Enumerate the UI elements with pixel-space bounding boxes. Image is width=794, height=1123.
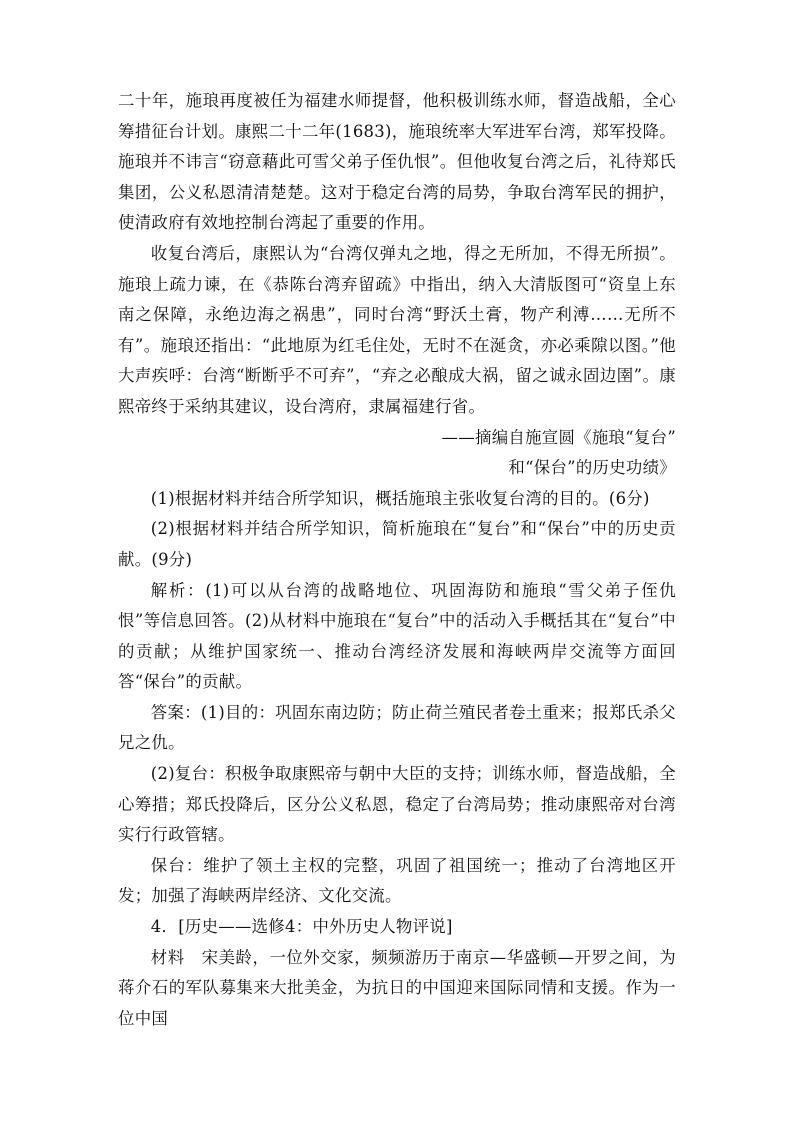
answer-paragraph-2: (2)复台：积极争取康熙帝与朝中大臣的支持；训练水师，督造战船，全心筹措；郑氏投降后，区分公义私恩，稳定了台湾局势；推动康熙帝对台湾实行行政管辖。 bbox=[118, 764, 676, 845]
material-paragraph-3: 材料 宋美龄，一位外交家，频频游历于南京—华盛顿—开罗之间，为蒋介石的军队募集来大批美金，为抗日的中国迎来国际同情和支援。作为一位中国 bbox=[118, 947, 676, 1028]
source-citation-line-1: ——摘编自施宣圆《施琅“复台” bbox=[441, 427, 676, 447]
question-2: (2)根据材料并结合所学知识，简析施琅在“复台”和“保台”中的历史贡献。(9分) bbox=[118, 519, 676, 569]
document-body bbox=[118, 86, 676, 1034]
question-heading: 4．[历史——选修4：中外历史人物评说] bbox=[150, 917, 453, 937]
analysis-paragraph: 解析：(1)可以从台湾的战略地位、巩固海防和施琅“雪父弟子侄仇恨”等信息回答。(2)从材料中施琅在“复台”中的活动入手概括其在“复台”中的贡献；从维护国家统一、推动台湾经济发展和海峡两岸交流等方面回答“保台”的贡献。 bbox=[118, 580, 676, 692]
answer-paragraph-1: 答案：(1)目的：巩固东南边防；防止荷兰殖民者卷土重来；报郑氏杀父兄之仇。 bbox=[118, 702, 676, 753]
material-paragraph-1: 二十年，施琅再度被任为福建水师提督，他积极训练水师，督造战船，全心筹措征台计划。康熙二十二年(1683)，施琅统率大军进军台湾，郑军投降。施琅并不讳言“窃意藉此可雪父弟子侄仇恨”。但他收复台湾之后，礼待郑氏集团，公义私恩清清楚楚。这对于稳定台湾的局势，争取台湾军民的拥护，使清政府有效地控制台湾起了重要的作用。 bbox=[118, 91, 676, 233]
answer-paragraph-3: 保台：维护了领土主权的完整，巩固了祖国统一；推动了台湾地区开发；加强了海峡两岸经济、文化交流。 bbox=[118, 855, 676, 906]
question-1: (1)根据材料并结合所学知识，概括施琅主张收复台湾的目的。(6分) bbox=[150, 488, 650, 508]
material-paragraph-2: 收复台湾后，康熙认为“台湾仅弹丸之地，得之无所加，不得无所损”。施琅上疏力谏，在《恭陈台湾弃留疏》中指出，纳入大清版图可“资皇上东南之保障，永绝边海之祸患”，同时台湾“野沃土膏，物产利溥……无所不有”。施琅还指出：“此地原为红毛住处，无时不在涎贪，亦必乘隙以图。”他大声疾呼：台湾“断断乎不可弃”，“弃之必酿成大祸，留之诚永固边圉”。康熙帝终于采纳其建议，设台湾府，隶属福建行省。 bbox=[118, 243, 676, 416]
source-citation-line-2: 和“保台”的历史功绩》 bbox=[508, 458, 676, 478]
